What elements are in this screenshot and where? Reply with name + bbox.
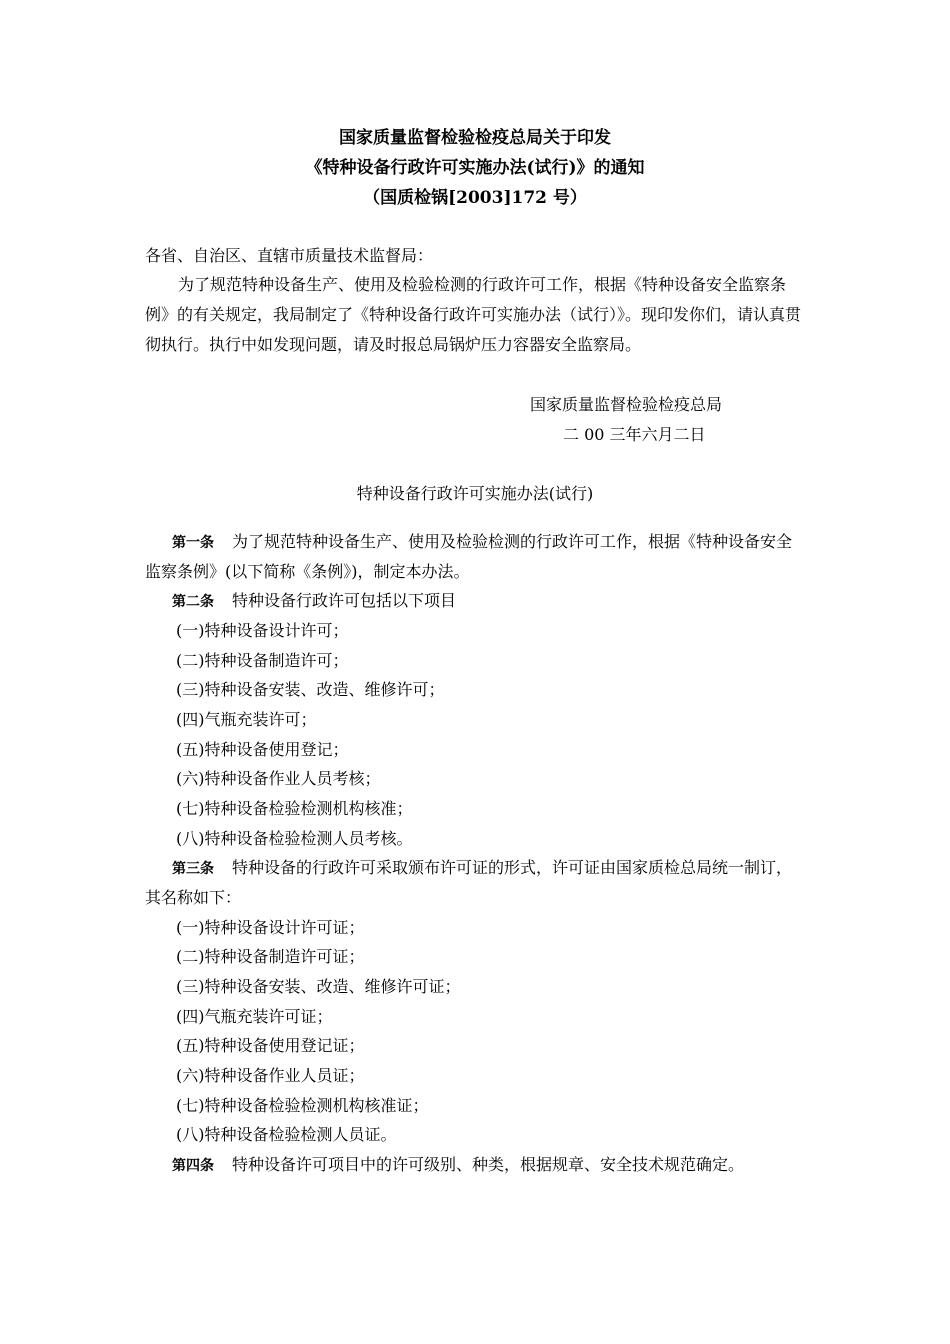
article-label: 第二条	[172, 594, 214, 610]
article-text: 特种设备的行政许可采取颁布许可证的形式，许可证由国家质检总局统一制订，	[232, 858, 793, 877]
document-number: （国质检锅[2003]172 号）	[363, 188, 587, 208]
list-item: (四)气瓶充装许可；	[176, 710, 317, 729]
notice-body-line: 彻执行。执行中如发现问题，请及时报总局锅炉压力容器安全监察局。	[145, 335, 642, 354]
article-label: 第三条	[172, 861, 214, 877]
notice-title-line2: 《特种设备行政许可实施办法(试行)》的通知	[305, 158, 645, 178]
list-item: (八)特种设备检验检测人员考核。	[176, 829, 413, 848]
article-text: 为了规范特种设备生产、使用及检验检测的行政许可工作，根据《特种设备安全	[232, 532, 793, 551]
article-text-continuation: 其名称如下：	[145, 888, 242, 907]
issuer: 国家质量监督检验检疫总局	[530, 395, 723, 414]
list-item: (三)特种设备安装、改造、维修许可证；	[176, 977, 461, 996]
list-item: (一)特种设备设计许可证；	[176, 918, 365, 937]
article-1	[172, 531, 792, 554]
list-item: (三)特种设备安装、改造、维修许可；	[176, 680, 445, 699]
list-item: (七)特种设备检验检测机构核准；	[176, 799, 413, 818]
article-text-continuation: 监察条例》(以下简称《条例》)，制定本办法。	[145, 562, 470, 581]
article-text: 特种设备行政许可包括以下项目	[232, 591, 457, 610]
list-item: (五)特种设备使用登记；	[176, 740, 349, 759]
list-item: (五)特种设备使用登记证；	[176, 1036, 365, 1055]
article-2	[172, 590, 456, 613]
recipients: 各省、自治区、直辖市质量技术监督局：	[145, 246, 434, 265]
article-text: 特种设备许可项目中的许可级别、种类，根据规章、安全技术规范确定。	[232, 1155, 745, 1174]
list-item: (二)特种设备制造许可证；	[176, 947, 365, 966]
notice-body-line: 例》的有关规定，我局制定了《特种设备行政许可实施办法（试行）》。现印发你们，请认真贯	[145, 305, 802, 324]
list-item: (六)特种设备作业人员证；	[176, 1066, 365, 1085]
list-item: (二)特种设备制造许可；	[176, 651, 349, 670]
article-4	[172, 1154, 744, 1177]
notice-body-line: 为了规范特种设备生产、使用及检验检测的行政许可工作，根据《特种设备安全监察条	[178, 275, 787, 294]
list-item: (八)特种设备检验检测人员证。	[176, 1125, 397, 1144]
notice-title-line1: 国家质量监督检验检疫总局关于印发	[339, 128, 611, 148]
list-item: (一)特种设备设计许可；	[176, 621, 349, 640]
article-label: 第四条	[172, 1158, 214, 1174]
list-item: (四)气瓶充装许可证；	[176, 1007, 333, 1026]
list-item: (七)特种设备检验检测机构核准证；	[176, 1096, 429, 1115]
measures-title: 特种设备行政许可实施办法(试行)	[356, 484, 594, 503]
article-3	[172, 857, 792, 880]
issue-date: 二 00 三年六月二日	[563, 425, 706, 444]
article-label: 第一条	[172, 535, 214, 551]
list-item: (六)特种设备作业人员考核；	[176, 769, 381, 788]
